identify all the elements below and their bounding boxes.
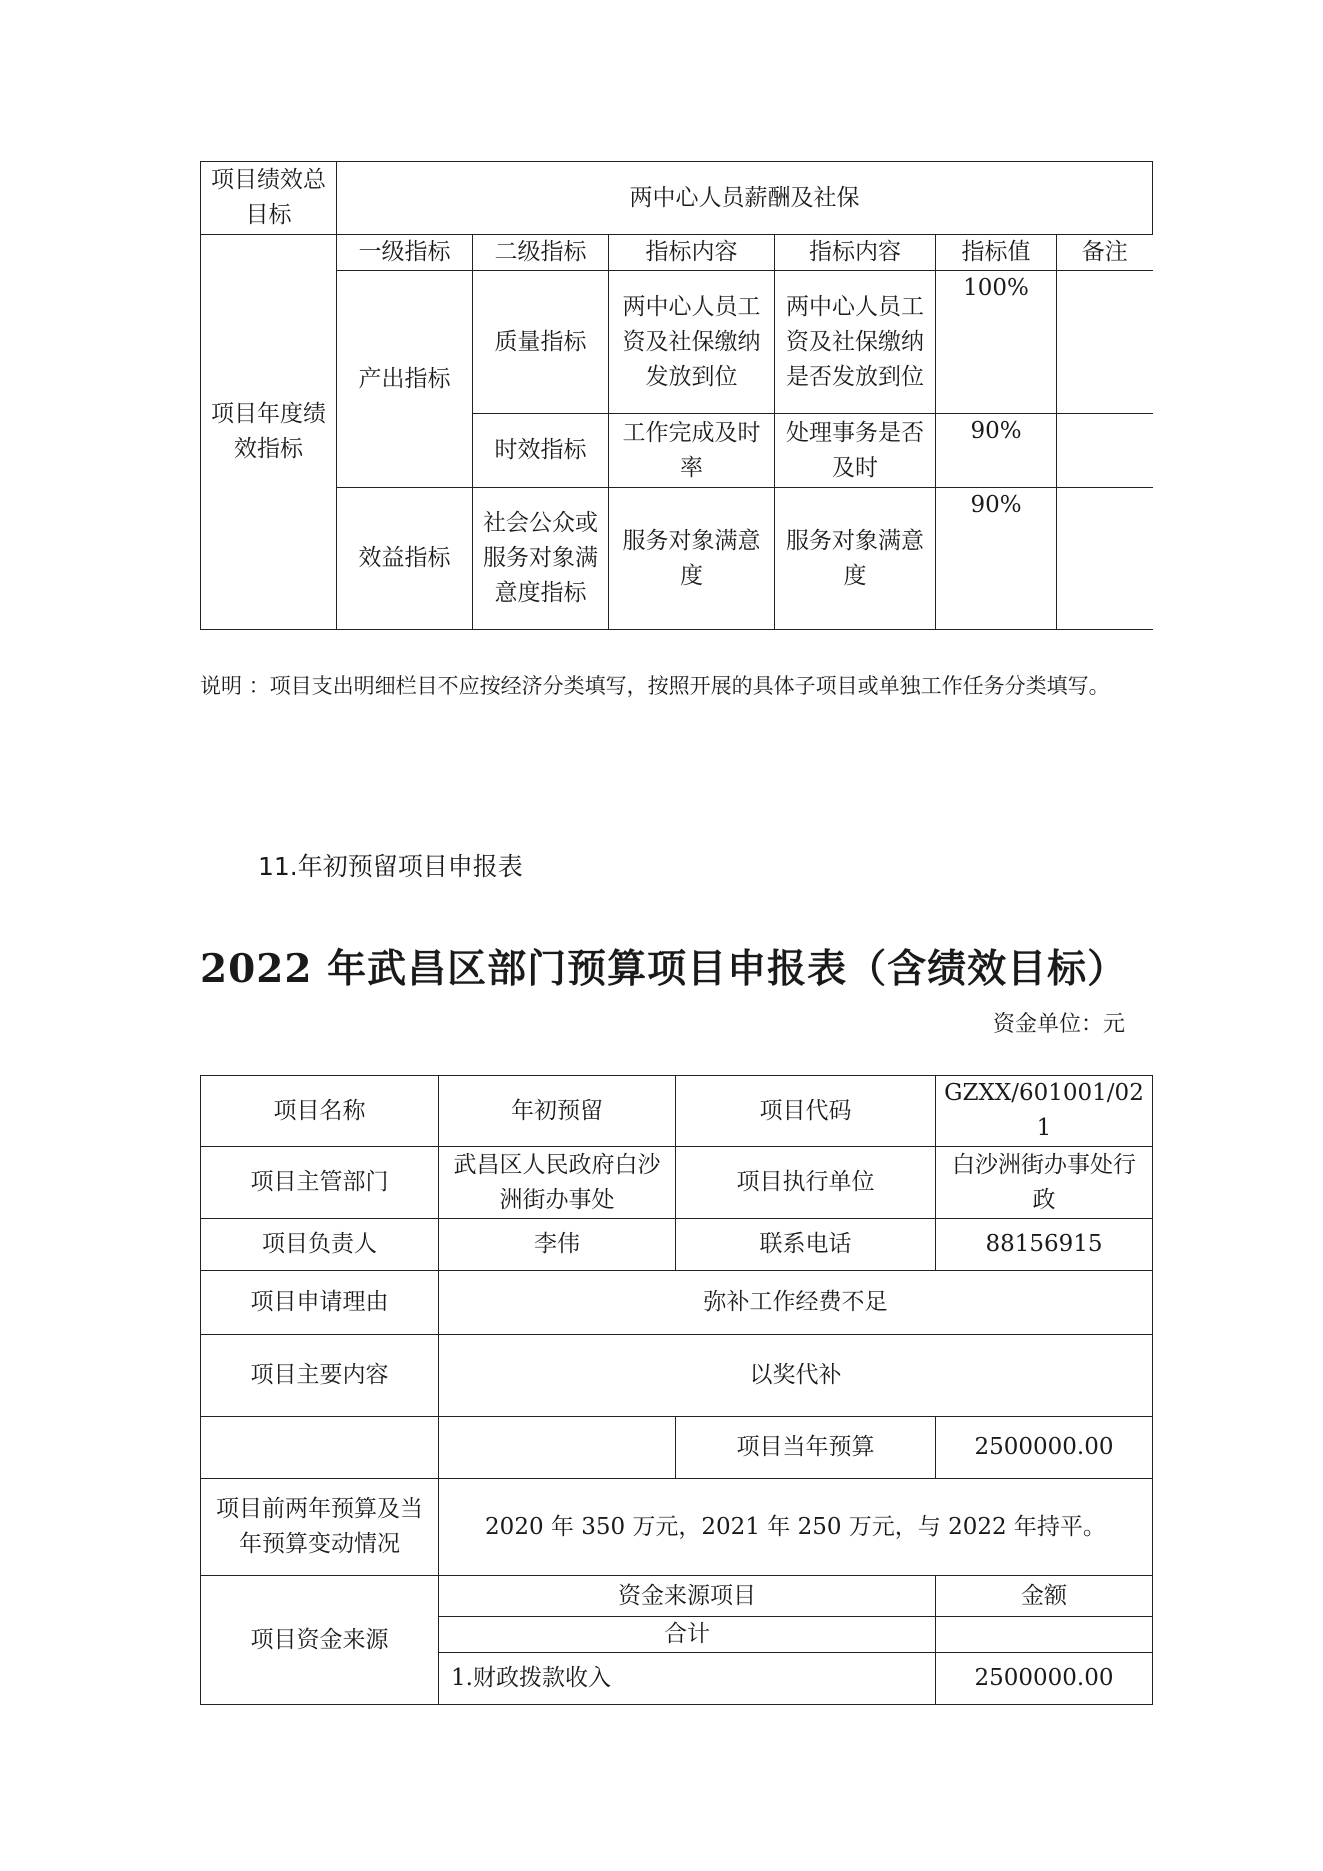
overall-goal-value: 两中心人员薪酬及社保 xyxy=(337,162,1153,235)
section-heading: 11.年初预留项目申报表 xyxy=(258,852,523,881)
row2-value: 90% xyxy=(936,414,1057,488)
exec-unit-label: 项目执行单位 xyxy=(676,1147,936,1219)
page-title: 2022 年武昌区部门预算项目申报表（含绩效目标） xyxy=(200,946,1128,992)
funding-source-label: 项目资金来源 xyxy=(201,1576,439,1705)
project-name-label: 项目名称 xyxy=(201,1076,439,1147)
row2-content-2: 处理事务是否及时 xyxy=(775,414,936,488)
source-item-1: 1.财政拨款收入 xyxy=(439,1653,936,1705)
source-amount-1: 2500000.00 xyxy=(936,1653,1153,1705)
exec-unit-value: 白沙洲街办事处行政 xyxy=(936,1147,1153,1219)
current-budget-label: 项目当年预算 xyxy=(676,1417,936,1479)
reason-value: 弥补工作经费不足 xyxy=(439,1271,1153,1335)
row1-content-1: 两中心人员工资及社保缴纳发放到位 xyxy=(609,271,775,414)
header-content-2: 指标内容 xyxy=(775,235,936,271)
blank-cell xyxy=(439,1417,676,1479)
row3-content-1: 服务对象满意度 xyxy=(609,488,775,630)
row3-level2: 社会公众或服务对象满意度指标 xyxy=(473,488,609,630)
header-value: 指标值 xyxy=(936,235,1057,271)
blank-cell xyxy=(201,1417,439,1479)
header-level2: 二级指标 xyxy=(473,235,609,271)
total-label: 合计 xyxy=(439,1617,936,1653)
row2-level2: 时效指标 xyxy=(473,414,609,488)
source-item-header: 资金来源项目 xyxy=(439,1576,936,1617)
row3-level1: 效益指标 xyxy=(337,488,473,630)
dept-value: 武昌区人民政府白沙洲街办事处 xyxy=(439,1147,676,1219)
row1-value: 100% xyxy=(936,271,1057,414)
total-amount xyxy=(936,1617,1153,1653)
leader-label: 项目负责人 xyxy=(201,1219,439,1271)
reason-label: 项目申请理由 xyxy=(201,1271,439,1335)
row3-note xyxy=(1057,488,1153,630)
explanatory-note: 说明 ：项目支出明细栏目不应按经济分类填写，按照开展的具体子项目或单独工作任务分类填写。 xyxy=(200,674,1110,698)
currency-unit-label: 资金单位：元 xyxy=(992,1012,1125,1037)
output-indicator-label: 产出指标 xyxy=(337,271,473,488)
row1-note xyxy=(1057,271,1153,414)
project-name-value: 年初预留 xyxy=(439,1076,676,1147)
amount-header: 金额 xyxy=(936,1576,1153,1617)
row3-value: 90% xyxy=(936,488,1057,630)
current-budget-value: 2500000.00 xyxy=(936,1417,1153,1479)
project-code-label: 项目代码 xyxy=(676,1076,936,1147)
budget-application-table xyxy=(200,1075,1153,1705)
project-code-value: GZXX/601001/021 xyxy=(936,1076,1153,1147)
header-level1: 一级指标 xyxy=(337,235,473,271)
leader-value: 李伟 xyxy=(439,1219,676,1271)
row1-content-2: 两中心人员工资及社保缴纳是否发放到位 xyxy=(775,271,936,414)
annual-indicator-label: 项目年度绩效指标 xyxy=(201,235,337,630)
history-value: 2020 年 350 万元，2021 年 250 万元，与 2022 年持平。 xyxy=(439,1479,1153,1576)
header-note: 备注 xyxy=(1057,235,1153,271)
row3-content-2: 服务对象满意度 xyxy=(775,488,936,630)
performance-indicator-table xyxy=(200,161,1153,630)
row2-note xyxy=(1057,414,1153,488)
row1-level2: 质量指标 xyxy=(473,271,609,414)
content-label: 项目主要内容 xyxy=(201,1335,439,1417)
row2-content-1: 工作完成及时率 xyxy=(609,414,775,488)
content-value: 以奖代补 xyxy=(439,1335,1153,1417)
history-label: 项目前两年预算及当年预算变动情况 xyxy=(201,1479,439,1576)
phone-label: 联系电话 xyxy=(676,1219,936,1271)
header-content-1: 指标内容 xyxy=(609,235,775,271)
overall-goal-label: 项目绩效总目标 xyxy=(201,162,337,235)
phone-value: 88156915 xyxy=(936,1219,1153,1271)
dept-label: 项目主管部门 xyxy=(201,1147,439,1219)
